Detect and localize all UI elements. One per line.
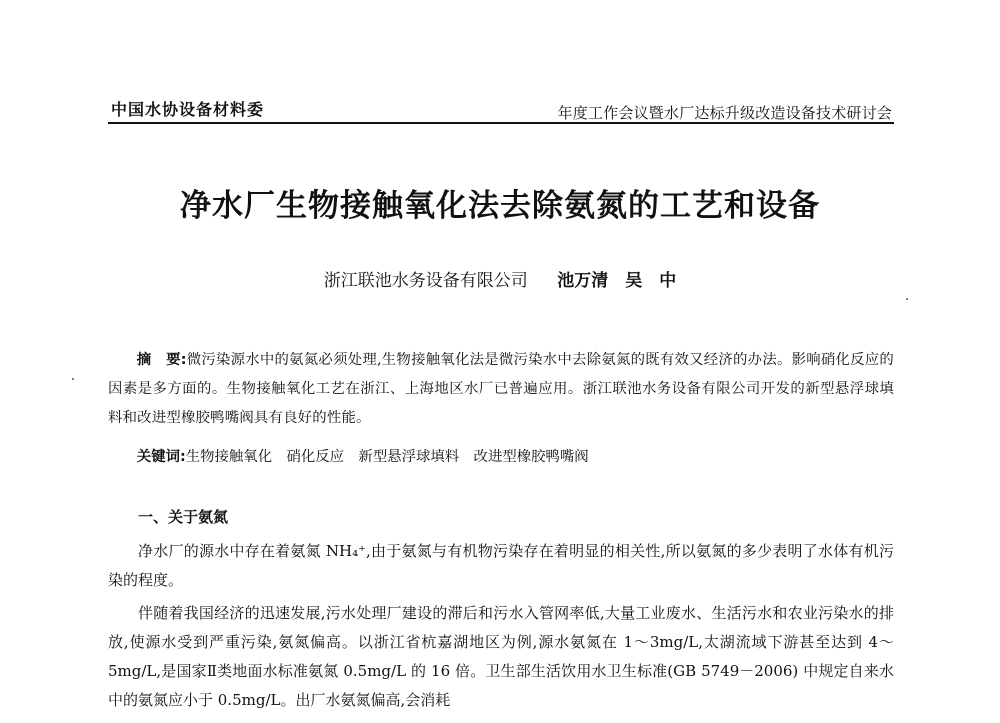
abstract-text: 微污染源水中的氨氮必须处理,生物接触氧化法是微污染水中去除氨氮的既有效又经济的办法。影响硝化反应的因素是多方面的。生物接触氧化工艺在浙江、上海地区水厂已普遍应用。浙江联池水务设备有限公司开发的新型悬浮球填料和改进型橡胶鸭嘴阀具有良好的性能。 — [108, 352, 894, 426]
author-organization: 浙江联池水务设备有限公司 — [323, 271, 528, 291]
running-header-left: 中国水协设备材料委 — [111, 100, 265, 119]
byline — [0, 266, 1000, 291]
scan-speck — [72, 378, 74, 380]
body-paragraph-2: 伴随着我国经济的迅速发展,污水处理厂建设的滞后和污水入管网率低,大量工业废水、生活污水和农业污染水的排放,使源水受到严重污染,氨氮偏高。以浙江省杭嘉湖地区为例,源水氨氮在 1～3mg/L,太湖流域下游甚至达到 4～5mg/L,是国家Ⅱ类地面水标准氨氮 0.5mg/L 的 16 倍。卫生部生活饮用水卫生标准(GB 5749－2006) 中规定自来水中的氨氮应小于 0.5mg/L。出厂水氨氮偏高,会消耗 — [108, 604, 894, 709]
keywords — [108, 443, 894, 472]
author-names: 池万清 吴 中 — [557, 271, 677, 291]
abstract-label: 摘 要: — [136, 352, 187, 368]
keywords-label: 关键词: — [136, 449, 186, 465]
running-header-right: 年度工作会议暨水厂达标升级改造设备技术研讨会 — [557, 104, 892, 122]
keywords-text: 生物接触氧化 硝化反应 新型悬浮球填料 改进型橡胶鸭嘴阀 — [185, 449, 589, 465]
scan-speck — [906, 298, 908, 300]
section-heading: 一、关于氨氮 — [138, 508, 229, 526]
abstract — [108, 346, 894, 433]
body-paragraph-1: 净水厂的源水中存在着氨氮 NH₄⁺,由于氨氮与有机物污染存在着明显的相关性,所以氨氮的多少表明了水体有机污染的程度。 — [108, 542, 894, 589]
header-divider — [108, 122, 894, 124]
paper-title: 净水厂生物接触氧化法去除氨氮的工艺和设备 — [180, 188, 820, 224]
